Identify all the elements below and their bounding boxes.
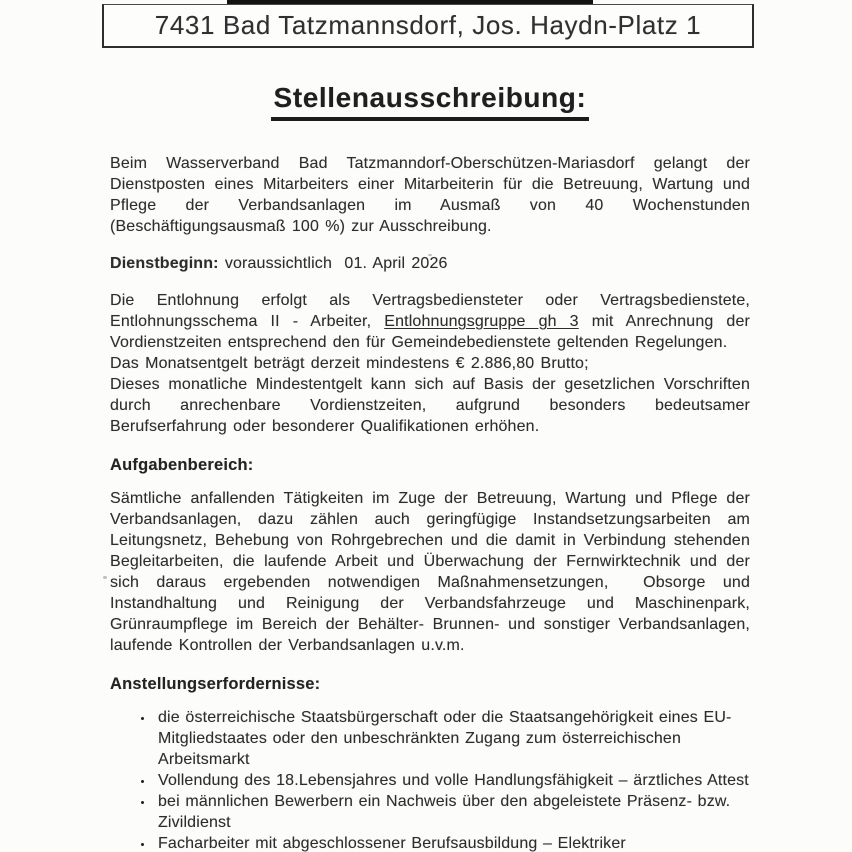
service-start-label: Dienstbeginn:: [110, 255, 219, 272]
service-start-value: voraussichtlich 01. April 2026: [224, 255, 448, 272]
remuneration-monthly-salary: Das Monatsentgelt beträgt derzeit mindestens € 2.886,80 Brutto;: [110, 355, 589, 372]
requirement-item-text: die österreichische Staatsbürgerschaft oder die Staatsangehörigkeit eines EU-Mitgliedstaates oder den unbeschränkten Zugang zum österreichischen Arbeitsmarkt: [158, 709, 732, 768]
requirement-item-text: Facharbeiter mit abgeschlossener Berufsausbildung – Elektriker: [158, 835, 626, 852]
duties-paragraph: Sämtliche anfallenden Tätigkeiten im Zuge der Betreuung, Wartung und Pflege der Verbandsanlagen, dazu zählen auch geringfügige Instandsetzungsarbeiten am Leitungsnetz, Behebung von Rohrgebrechen und die damit in Verbindung stehenden Begleitarbeiten, die laufende Arbeit und Überwachung der Fernwirktechnik und der sich daraus ergebenden notwendigen Maßnahmensetzungen, Obsorge und Instandhaltung und Reinigung der Verbandsfahrzeuge und Maschinenpark, Grünraumpflege im Bereich der Behälter- Brunnen- und sonstiger Verbandsanlagen, laufende Kontrollen der Verbandsanlagen u.v.m.: [110, 490, 750, 654]
requirement-item: [154, 707, 750, 770]
remuneration-text-1: Die Entlohnung erfolgt als Vertragsbediensteter oder Vertragsbedienstete, Entlohnungsschema II - Arbeiter,: [110, 292, 750, 330]
duties-heading: Aufgabenbereich:: [110, 456, 254, 474]
remuneration-paragraph: [110, 290, 750, 437]
requirement-item-text: Vollendung des 18.Lebensjahres und volle Handlungsfähigkeit – ärztliches Attest: [158, 772, 749, 789]
requirement-item-text: bei männlichen Bewerbern ein Nachweis über den abgeleistete Präsenz- bzw. Zivildienst: [158, 793, 731, 831]
scan-speck: [103, 576, 107, 579]
remuneration-text-2: mit Anrechnung der Vordienstzeiten entsprechend den für Gemeindebedienstete geltenden Regelungen.: [110, 313, 750, 351]
intro-paragraph: Beim Wasserverband Bad Tatzmanndorf-Oberschützen-Mariasdorf gelangt der Dienstposten eines Mitarbeiters einer Mitarbeiterin für die Betreuung, Wartung und Pflege der Verbandsanlagen im Ausmaß von 40 Wochenstunden (Beschäftigungsausmaß 100 %) zur Ausschreibung.: [110, 155, 750, 235]
service-start-line: [110, 253, 750, 274]
requirement-item: [154, 791, 750, 833]
requirement-item: [154, 770, 750, 791]
letterhead-address-box: [102, 4, 754, 48]
remuneration-pay-group-underlined: Entlohnungsgruppe gh 3: [384, 313, 579, 330]
document-body: [110, 82, 750, 852]
requirements-heading: Anstellungserfordernisse:: [110, 675, 321, 693]
requirements-list: [110, 707, 750, 852]
document-title: Stellenausschreibung:: [271, 82, 590, 121]
title-row: [110, 82, 750, 121]
letterhead-address: 7431 Bad Tatzmannsdorf, Jos. Haydn-Platz 1: [154, 10, 702, 40]
remuneration-text-3: Dieses monatliche Mindestentgelt kann sich auf Basis der gesetzlichen Vorschriften durch anrechenbare Vordienstzeiten, aufgrund besonders bedeutsamer Berufserfahrung oder besonderer Qualifikationen erhöhen.: [110, 376, 750, 435]
requirement-item: [154, 833, 750, 852]
